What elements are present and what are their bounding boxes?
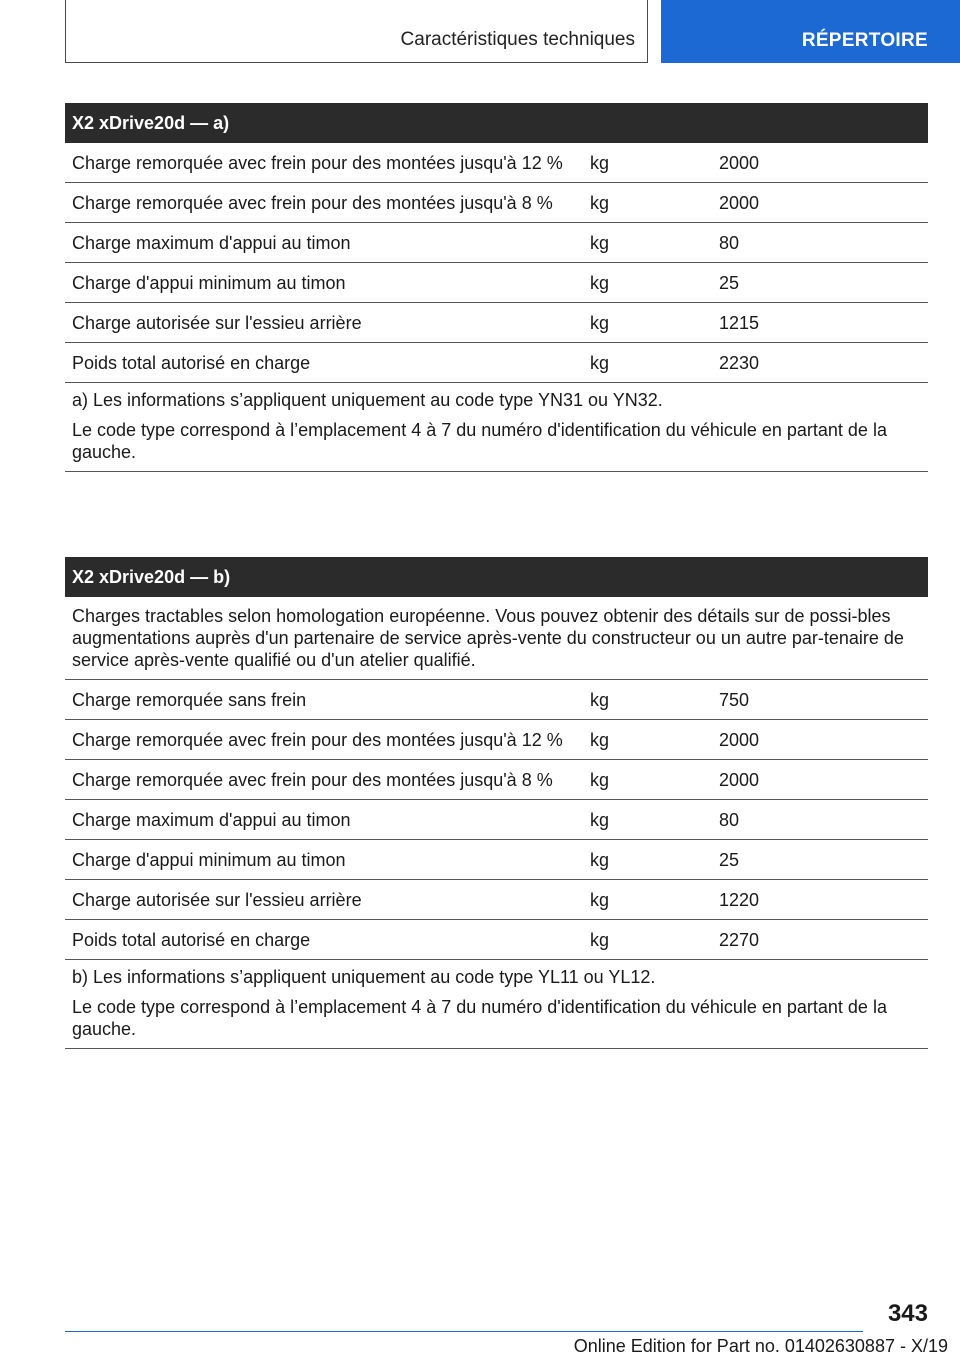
row-label: Charge d'appui minimum au timon (72, 273, 346, 293)
table-row (65, 343, 928, 383)
table-row (65, 183, 928, 223)
row-value: 2000 (719, 770, 760, 790)
row-unit: kg (590, 810, 610, 830)
table-title: X2 xDrive20d — b) (65, 557, 928, 597)
index-button[interactable] (661, 0, 960, 63)
table-row (65, 880, 928, 920)
section-title-tab[interactable] (65, 0, 648, 63)
footnote-text: Le code type correspond à l’emplacement 4 à 7 du numéro d'identification du véhicule en partant de la gauche. (72, 997, 887, 1039)
row-unit: kg (590, 770, 610, 790)
footnote-text: b) Les informations s’appliquent uniquement au code type YL11 ou YL12. (72, 967, 656, 987)
table-row (65, 303, 928, 343)
spec-table-a (65, 103, 928, 472)
spec-table-b (65, 557, 928, 1049)
table-row (65, 800, 928, 840)
footer-divider (65, 1331, 863, 1332)
row-value: 2270 (719, 930, 760, 950)
row-label: Charge remorquée avec frein pour des montées jusqu'à 8 % (72, 770, 553, 790)
row-value: 2000 (719, 153, 760, 173)
row-label: Charge remorquée avec frein pour des montées jusqu'à 8 % (72, 193, 553, 213)
row-unit: kg (590, 353, 610, 373)
footnote-text: a) Les informations s’appliquent uniquement au code type YN31 ou YN32. (72, 390, 663, 410)
table-footnote (65, 383, 928, 472)
row-label: Charge autorisée sur l'essieu arrière (72, 313, 362, 333)
row-label: Charge remorquée avec frein pour des montées jusqu'à 12 % (72, 153, 563, 173)
row-value: 25 (719, 273, 740, 293)
row-value: 1215 (719, 313, 760, 333)
row-label: Charge remorquée avec frein pour des montées jusqu'à 12 % (72, 730, 563, 750)
footnote-text: Le code type correspond à l’emplacement 4 à 7 du numéro d'identification du véhicule en partant de la gauche. (72, 420, 887, 462)
row-unit: kg (590, 890, 610, 910)
table-row (65, 263, 928, 303)
row-unit: kg (590, 313, 610, 333)
row-unit: kg (590, 193, 610, 213)
table-row (65, 223, 928, 263)
section-title: Caractéristiques techniques (400, 29, 635, 50)
edition-footer: Online Edition for Part no. 01402630887 - X/19 (573, 1336, 948, 1356)
row-unit: kg (590, 730, 610, 750)
table-row (65, 920, 928, 960)
row-value: 2000 (719, 730, 760, 750)
row-label: Poids total autorisé en charge (72, 353, 311, 373)
row-unit: kg (590, 690, 610, 710)
table-row (65, 720, 928, 760)
row-label: Charge autorisée sur l'essieu arrière (72, 890, 362, 910)
row-label: Charge maximum d'appui au timon (72, 810, 351, 830)
row-unit: kg (590, 233, 610, 253)
index-button-label: RÉPERTOIRE (801, 30, 928, 51)
row-label: Charge remorquée sans frein (72, 690, 307, 710)
row-unit: kg (590, 153, 610, 173)
row-value: 2000 (719, 193, 760, 213)
row-value: 2230 (719, 353, 760, 373)
row-unit: kg (590, 850, 610, 870)
row-label: Charge maximum d'appui au timon (72, 233, 351, 253)
table-intro: Charges tractables selon homologation européenne. Vous pouvez obtenir des détails sur de possi-bles augmentations auprès d'un partenaire de service après-vente du constructeur ou un autre par-tenaire de service après-vente qualifié ou d'un atelier qualifié. (65, 597, 928, 680)
table-row (65, 760, 928, 800)
row-value: 80 (719, 810, 740, 830)
table-row (65, 143, 928, 183)
row-unit: kg (590, 930, 610, 950)
table-footnote (65, 960, 928, 1049)
page-number: 343 (887, 1300, 928, 1327)
row-label: Poids total autorisé en charge (72, 930, 311, 950)
row-value: 80 (719, 233, 740, 253)
table-title: X2 xDrive20d — a) (65, 103, 928, 143)
row-value: 1220 (719, 890, 760, 910)
row-label: Charge d'appui minimum au timon (72, 850, 346, 870)
row-value: 25 (719, 850, 740, 870)
row-unit: kg (590, 273, 610, 293)
table-row (65, 840, 928, 880)
row-value: 750 (719, 690, 750, 710)
table-row (65, 680, 928, 720)
